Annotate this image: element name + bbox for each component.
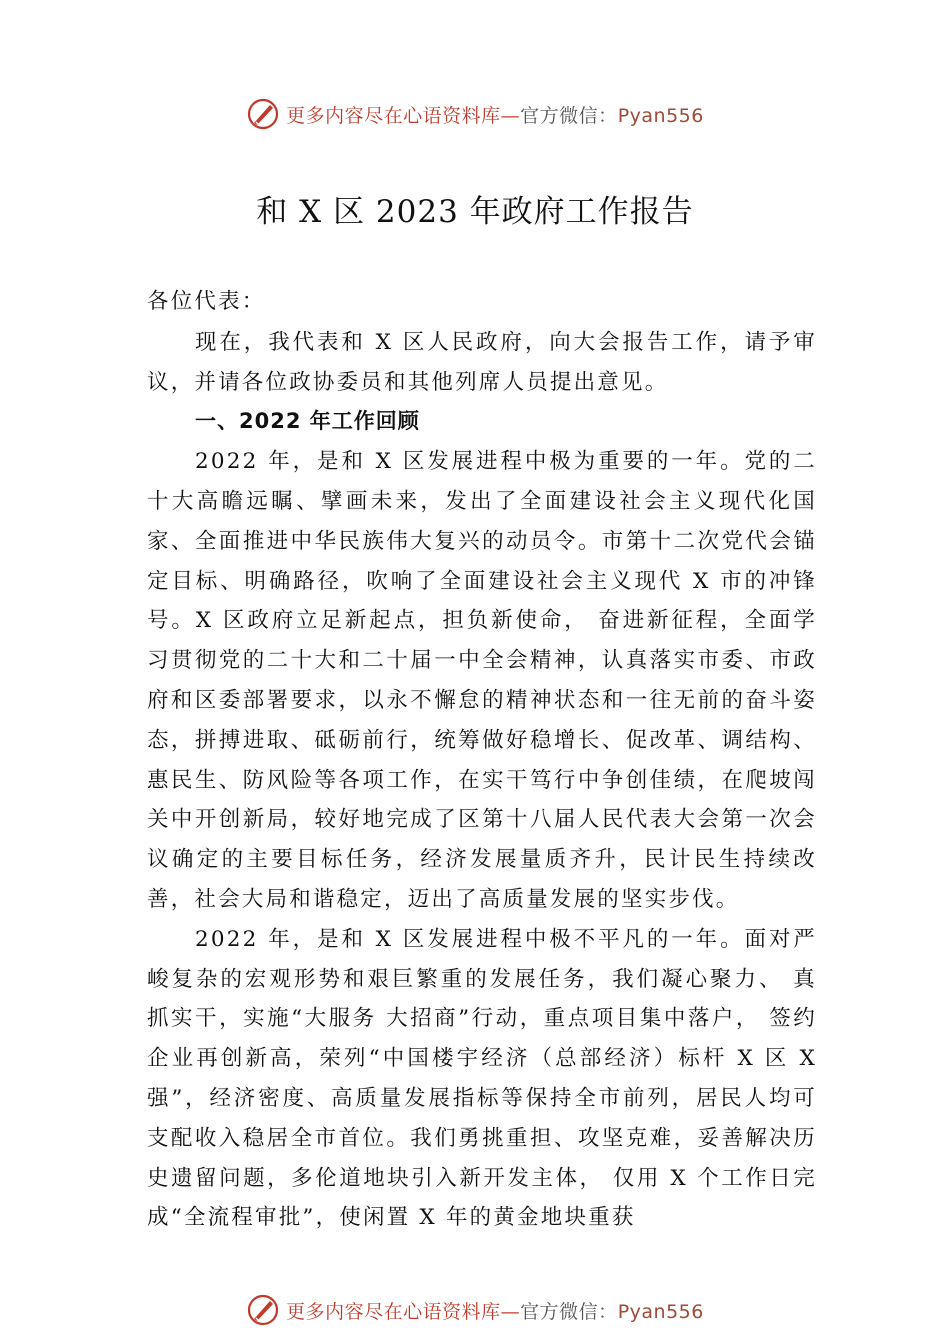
paragraph-1: 2022 年，是和 X 区发展进程中极为重要的一年。党的二十大高瞻远瞩、擘画未来，发出了全面建设社会主义现代化国家、全面推进中华民族伟大复兴的动员令。市第十二次党代会锚定目标、明确路径，吹响了全面建设社会主义现代 X 市的冲锋号。X 区政府立足新起点，担负新使命， 奋进新征程，全面学习贯彻党的二十大和二十届一中全会精神，认真落实市委、市政府和区委部署要求，以永不懈怠的精神状态和一往无前的奋斗姿态，拼搏进取、砥砺前行，统筹做好稳增长、促改革、调结构、惠民生、防风险等各项工作，在实干笃行中争创佳绩，在爬坡闯关中开创新局，较好地完成了区第十八届人民代表大会第一次会议确定的主要目标任务，经济发展量质齐升，民计民生持续改善，社会大局和谐稳定，迈出了高质量发展的坚实步伐。: [147, 449, 817, 912]
salutation: 各位代表：: [147, 289, 266, 314]
watermark-banner-top: [0, 94, 950, 134]
watermark-main: 更多内容尽在心语资料库: [286, 1300, 501, 1323]
logo-icon: [246, 97, 280, 131]
watermark-wechat-label: 官方微信：: [520, 1300, 618, 1323]
watermark-main: 更多内容尽在心语资料库: [286, 104, 501, 127]
watermark-handle: Pyan556: [617, 1300, 704, 1323]
document-title: 和 X 区 2023 年政府工作报告: [256, 194, 694, 230]
section-heading: 一、2022 年工作回顾: [195, 409, 420, 434]
watermark-handle: Pyan556: [617, 104, 704, 127]
logo-icon: [246, 1293, 280, 1327]
paragraph-2: 2022 年，是和 X 区发展进程中极不平凡的一年。面对严峻复杂的宏观形势和艰巨繁重的发展任务，我们凝心聚力、 真抓实干，实施“大服务 大招商”行动，重点项目集中落户， 签约企业再创新高，荣列“中国楼宇经济（总部经济）标杆 X 区 X 强”，经济密度、高质量发展指标等保持全市前列，居民人均可支配收入稳居全市首位。我们勇挑重担、攻坚克难，妥善解决历史遗留问题，多伦道地块引入新开发主体， 仅用 X 个工作日完成“全流程审批”，使闲置 X 年的黄金地块重获: [147, 926, 817, 1231]
watermark-wechat-label: 官方微信：: [520, 104, 618, 127]
watermark-banner-bottom: [0, 1290, 950, 1330]
watermark-separator: —: [500, 1300, 521, 1323]
intro-paragraph: 现在，我代表和 X 区人民政府，向大会报告工作，请予审议，并请各位政协委员和其他列席人员提出意见。: [147, 329, 817, 395]
watermark-text: [286, 101, 704, 128]
watermark-text: [286, 1297, 704, 1324]
document-body: [147, 282, 817, 1238]
watermark-separator: —: [500, 104, 521, 127]
